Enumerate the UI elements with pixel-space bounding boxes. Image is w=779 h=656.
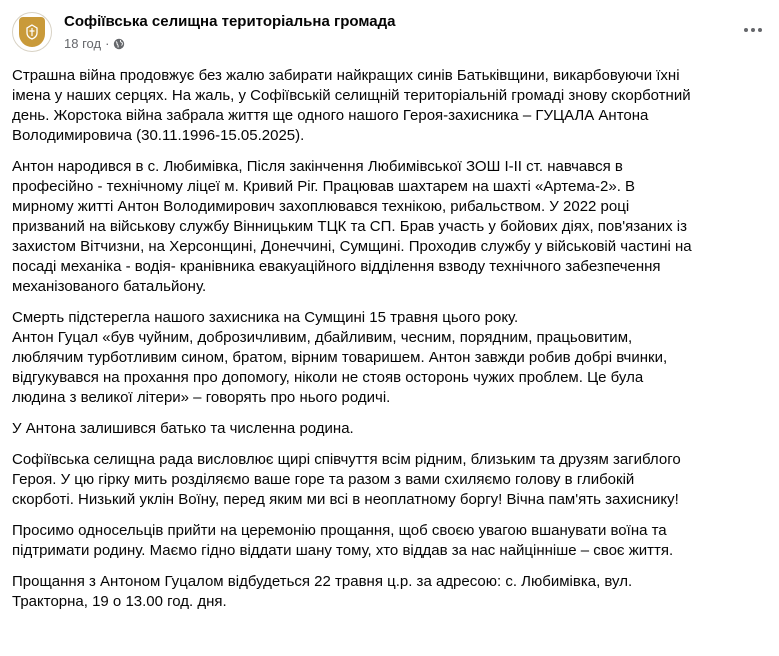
post-paragraph-6: Просимо односельців прийти на церемонію прощання, щоб своєю увагою вшанувати воїна та підтримати родину. Маємо гідно віддати шану тому, хто віддав за нас найцінніше – своє життя. <box>12 522 674 559</box>
post-header <box>12 10 767 60</box>
post-paragraph-2: Антон народився в с. Любимівка, Після закінчення Любимівської ЗОШ І-ІІ ст. навчався в професійно - технічному ліцеї м. Кривий Ріг. Працював шахтарем на шахті «Артема-2». В мирному житті Антон Володимирович захоплювався технікою, рибальством. У 2022 році призваний на військову службу Вінницьким ТЦК та СП. Брав участь у бойових діях, пов'язаних із захистом Вітчизни, на Херсонщині, Донеччині, Сумщині. Проходив службу у військовій частині на посаді механіка - водія- кранівника евакуаційного відділення взводу технічного забезпечення механізованого батальйону. <box>12 158 692 295</box>
meta-separator: · <box>105 36 110 51</box>
post-paragraph-4: У Антона залишився батько та численна родина. <box>12 420 354 437</box>
post-paragraph-7: Прощання з Антоном Гуцалом відбудеться 22 травня ц.р. за адресою: с. Любимівка, вул. Тракторна, 19 о 13.00 год. дня. <box>12 573 633 610</box>
page-name-link[interactable]: Софіївська селищна територіальна громада <box>64 13 396 30</box>
emblem-glyph-icon <box>25 24 39 40</box>
page-avatar[interactable] <box>12 12 52 52</box>
coat-of-arms-icon <box>19 17 45 47</box>
post-paragraph-1: Страшна війна продовжує без жалю забирати найкращих синів Батьківщини, викарбовуючи їхні імена у наших серцях. На жаль, у Софіївській селищній територіальній громаді знову скорботний день. Жорстока війна забрала життя ще одного нашого Героя-захисника – ГУЦАЛА Антона Володимировича (30.11.1996-15.05.2025). <box>12 67 691 144</box>
post-timestamp[interactable]: 18 год <box>64 36 102 51</box>
more-options-button[interactable] <box>739 20 767 40</box>
post-body <box>12 66 772 623</box>
post-meta <box>64 36 125 51</box>
post-paragraph-5: Софіївська селищна рада висловлює щирі співчуття всім рідним, близьким та друзям загиблого Героя. У цю гірку мить розділяємо ваше горе та разом з вами схиляємо голову в глибокій скорботі. Низький уклін Воїну, перед яким ми всі в неоплатному боргу! Вічна пам'ять захиснику! <box>12 451 681 508</box>
post-paragraph-3: Смерть підстерегла нашого захисника на Сумщині 15 травня цього року. Антон Гуцал «був чуйним, доброзичливим, дбайливим, чесним, порядним, працьовитим, люблячим турботливим сином, братом, вірним товаришем. Антон завжди робив добрі вчинки, відгукувався на прохання про допомогу, ніколи не стояв осторонь чужих проблем. Це була людина з великої літери» – говорять про нього родичі. <box>12 309 668 406</box>
globe-icon[interactable] <box>113 38 125 50</box>
more-options-icon <box>744 28 748 32</box>
